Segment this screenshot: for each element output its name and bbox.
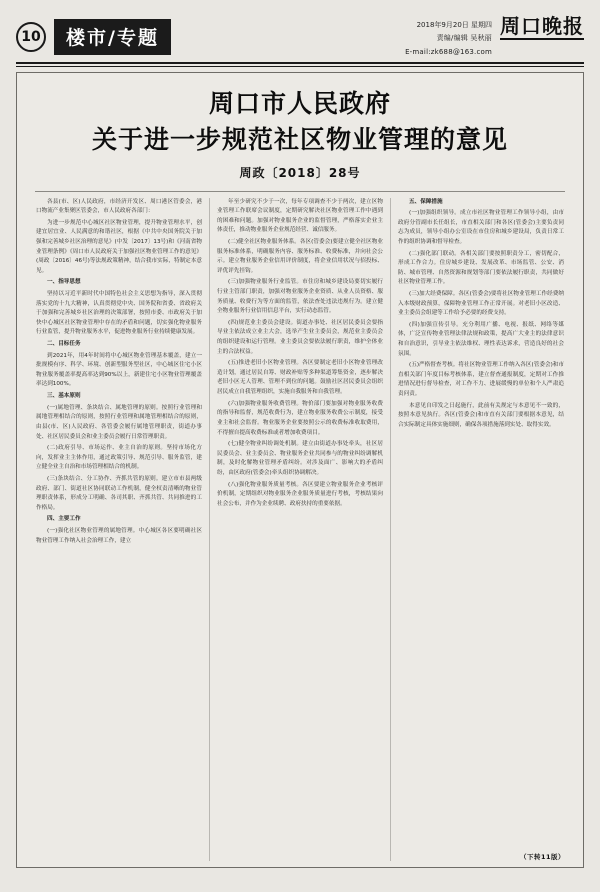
- column-2: [209, 198, 390, 861]
- paragraph: 为进一步规范中心城区社区物业管理，提升物业管理水平，创建宜居宜业、人民满意的和谐社区，根据《中共中央国务院关于加强和完善城乡社区治理的意见》(中发〔2017〕13号)和《河南省物业管理条例》《周口市人民政府关于加强社区物业管理工作的意见》(周政〔2016〕46号)等法规政策精神，结合我市实际，特制定本意见。: [36, 219, 202, 274]
- column-3: [390, 198, 571, 861]
- title-block: [29, 83, 571, 183]
- page-title: [29, 87, 571, 157]
- title-divider: [35, 191, 565, 192]
- paragraph: (二)政府引导、市场运作、业主自治的原则。坚持市场化方向，发挥业主主体作用，通过政策引导、规范引导、服务监管，建立健全业主自治和市场管理相结合的机制。: [36, 445, 202, 471]
- page-number: 10: [16, 22, 46, 52]
- masthead-rule-thick: [16, 62, 584, 64]
- paper-nameplate: 周口晚报: [500, 14, 584, 39]
- paragraph: (五)严格督查考核。将社区物业管理工作纳入各区(管委会)和市直相关部门年度目标考核体系，建立督查通报制度，定期对工作推进情况进行督导检查，对工作不力、进展缓慢的单位和个人严肃追责问责。: [398, 362, 564, 398]
- section-heading: 五、保障措施: [409, 198, 443, 205]
- section-title: 楼市/专题: [54, 19, 171, 55]
- section-heading: 一、指导思想: [47, 279, 81, 286]
- paragraph: (五)推进老旧小区物业管理。各区要制定老旧小区物业管理改造计划，通过居民自筹、财政补贴等多种渠道筹集资金，逐步解决老旧小区无人管理、管理不到位的问题。鼓励社区居民委员会组织居民成立自我管理组织，实施自我服务和自我管理。: [217, 360, 383, 396]
- paragraph: (八)强化物业服务质量考核。各区要建立物业服务企业考核评价机制，定期组织对物业服务企业服务质量进行考核，考核结果向社会公布，并作为企业续聘、政府扶持的重要依据。: [217, 481, 383, 507]
- masthead-right: [405, 15, 584, 59]
- paragraph: 坚持以习近平新时代中国特色社会主义思想为指导，深入贯彻落实党的十九大精神，认真贯彻党中央、国务院和省委、省政府关于加强和完善城乡社区治理的决策部署，按照市委、市政府关于加快中心城区社区物业管理中存在的矛盾和问题，切实强化物业服务行业监管，提升物业服务水平，促进物业服务行业持续健康发展。: [36, 290, 202, 336]
- paragraph: 到2021年，用4年时间将中心城区物业管理基本覆盖，建立一批规模有序、科学、环境、创新型服务型社区，中心城区住宅小区物业服务覆盖率提高率达到90%以上，新建住宅小区物业管理覆盖率达到100%。: [36, 352, 202, 388]
- headline-line-1: 周口市人民政府: [208, 89, 391, 118]
- paragraph: (六)加强物业服务收费管理。物价部门要加强对物业服务收费的指导和监督，规范收费行为，建立物业服务收费公示制度，接受业主和社会监督。物业服务企业要按照公示的收费标准收取费用，不得擅自提高收费标准或者增加收费项目。: [217, 400, 383, 436]
- paragraph: (七)健全物业纠纷调处机制。建立由街道办事处牵头，社区居民委员会、业主委员会、物业服务企业共同参与的物业纠纷调解机制，及时化解物业管理矛盾纠纷。对涉及面广、影响大的矛盾纠纷，由区政府(管委会)牵头组织协调解决。: [217, 441, 383, 476]
- article-columns: [29, 198, 571, 861]
- masthead-rule-thin: [16, 66, 584, 67]
- paragraph: (一)强化社区物业管理的属地管理。中心城区各区要明确社区物业管理工作纳入社会治理工作，建立: [36, 528, 202, 544]
- editor-credit: 责编/编辑 吴秋丽: [436, 34, 492, 43]
- paragraph: (三)加大经费保障。各区(管委会)要将社区物业管理工作经费纳入本级财政预算，保障物业管理工作正常开展。对老旧小区改造、业主委员会组建等工作给予必要的经费支持。: [398, 290, 564, 317]
- document-number: 周政〔2018〕28号: [239, 165, 361, 180]
- column-1: [29, 198, 209, 861]
- masthead-meta: [405, 15, 492, 59]
- paragraph: (二)健全社区物业服务体系。各区(管委会)要建立健全社区物业服务标准体系，明确服务内容、服务标准、收费标准，并向社会公示。建立物业服务企业信用评价制度，将企业信用状况与招投标、评优评先挂钩。: [217, 238, 383, 274]
- article-frame: [16, 72, 584, 868]
- column-footer-space: [398, 433, 564, 441]
- headline-line-2: 关于进一步规范社区物业管理的意见: [91, 124, 508, 154]
- masthead: [16, 14, 584, 60]
- paragraph: 本意见自印发之日起施行，此前有关规定与本意见不一致的，按照本意见执行。各区(管委会)和市直有关部门要根据本意见，结合实际制定具体实施细则，确保各项措施落到实处、取得实效。: [398, 402, 564, 428]
- publication-date: 2018年9月20日 星期四: [416, 21, 492, 30]
- paragraph: 年至少研究不少于一次，每年专项调查不少于两次，建立区物业管理工作联席会议制度，定期研究解决社区物业管理工作中遇到的困难和问题。加强对物业服务企业的监督管理，严格落实企业主体责任，推动物业服务企业规范经营、诚信服务。: [217, 198, 383, 234]
- continued-note: （下转11版）: [519, 852, 565, 861]
- paragraph: (三)加强物业服务行业监管。市住房和城乡建设局要切实履行行业主管部门职责，加强对物业服务企业资质、从业人员资格、服务质量、收费行为等方面的监管，依法查处违法违规行为。建立健全物业服务行业信用信息平台，实行动态监管。: [217, 279, 383, 315]
- section-heading: 三、基本原则: [47, 393, 81, 400]
- paragraph: (二)强化部门联动。各相关部门要按照职责分工，密切配合，形成工作合力。住房城乡建设、发展改革、市场监管、公安、消防、城市管理、自然资源和规划等部门要依法履行职责，共同做好社区物业管理工作。: [398, 250, 564, 286]
- paragraph: (四)规范业主委员会建设。街道办事处、社区居民委员会要指导业主依法成立业主大会，选举产生业主委员会，规范业主委员会的组织建设和运行管理。业主委员会要依法履行职责，维护全体业主的合法权益。: [217, 319, 383, 355]
- paragraph: (一)加强组织领导。成立市社区物业管理工作领导小组，由市政府分管副市长任组长，市直相关部门和各区(管委会)主要负责同志为成员，领导小组办公室设在市住房和城乡建设局，负责日常工作的组织协调和督导检查。: [398, 210, 564, 245]
- paragraph: (三)条块结合、分工协作、齐抓共管的原则。建立市市县两级政府、部门、街道社区协同联动工作机制，健全权责清晰的物业管理职责体系，形成分工明确、各司其职、齐抓共管、共同推进的工作格局。: [36, 475, 202, 511]
- paragraph: (一)属地管理、条块结合、属地管理的原则。按照行业管理和属地管理相结合的原则，按照行业管理和属地管理相结合的原则，由县(市、区)人民政府、各管委会履行属地管理职责，街道办事处、社区居民委员会和业主委员会履行日常管理职责。: [36, 404, 202, 440]
- section-heading: 二、目标任务: [47, 341, 81, 348]
- paragraph: 各县(市、区)人民政府，市经济开发区、周口港区管委会，港口物流产业集聚区管委会，市人民政府各部门：: [36, 198, 202, 215]
- paragraph: (四)加强宣传引导。充分利用广播、电视、报纸、网络等媒体，广泛宣传物业管理法律法规和政策，提高广大业主的法律意识和自治意识，引导业主依法维权、理性表达诉求，营造良好的社会氛围。: [398, 321, 564, 357]
- section-heading: 四、主要工作: [47, 516, 81, 523]
- contact-email: E-mail:zk688@163.com: [405, 47, 492, 56]
